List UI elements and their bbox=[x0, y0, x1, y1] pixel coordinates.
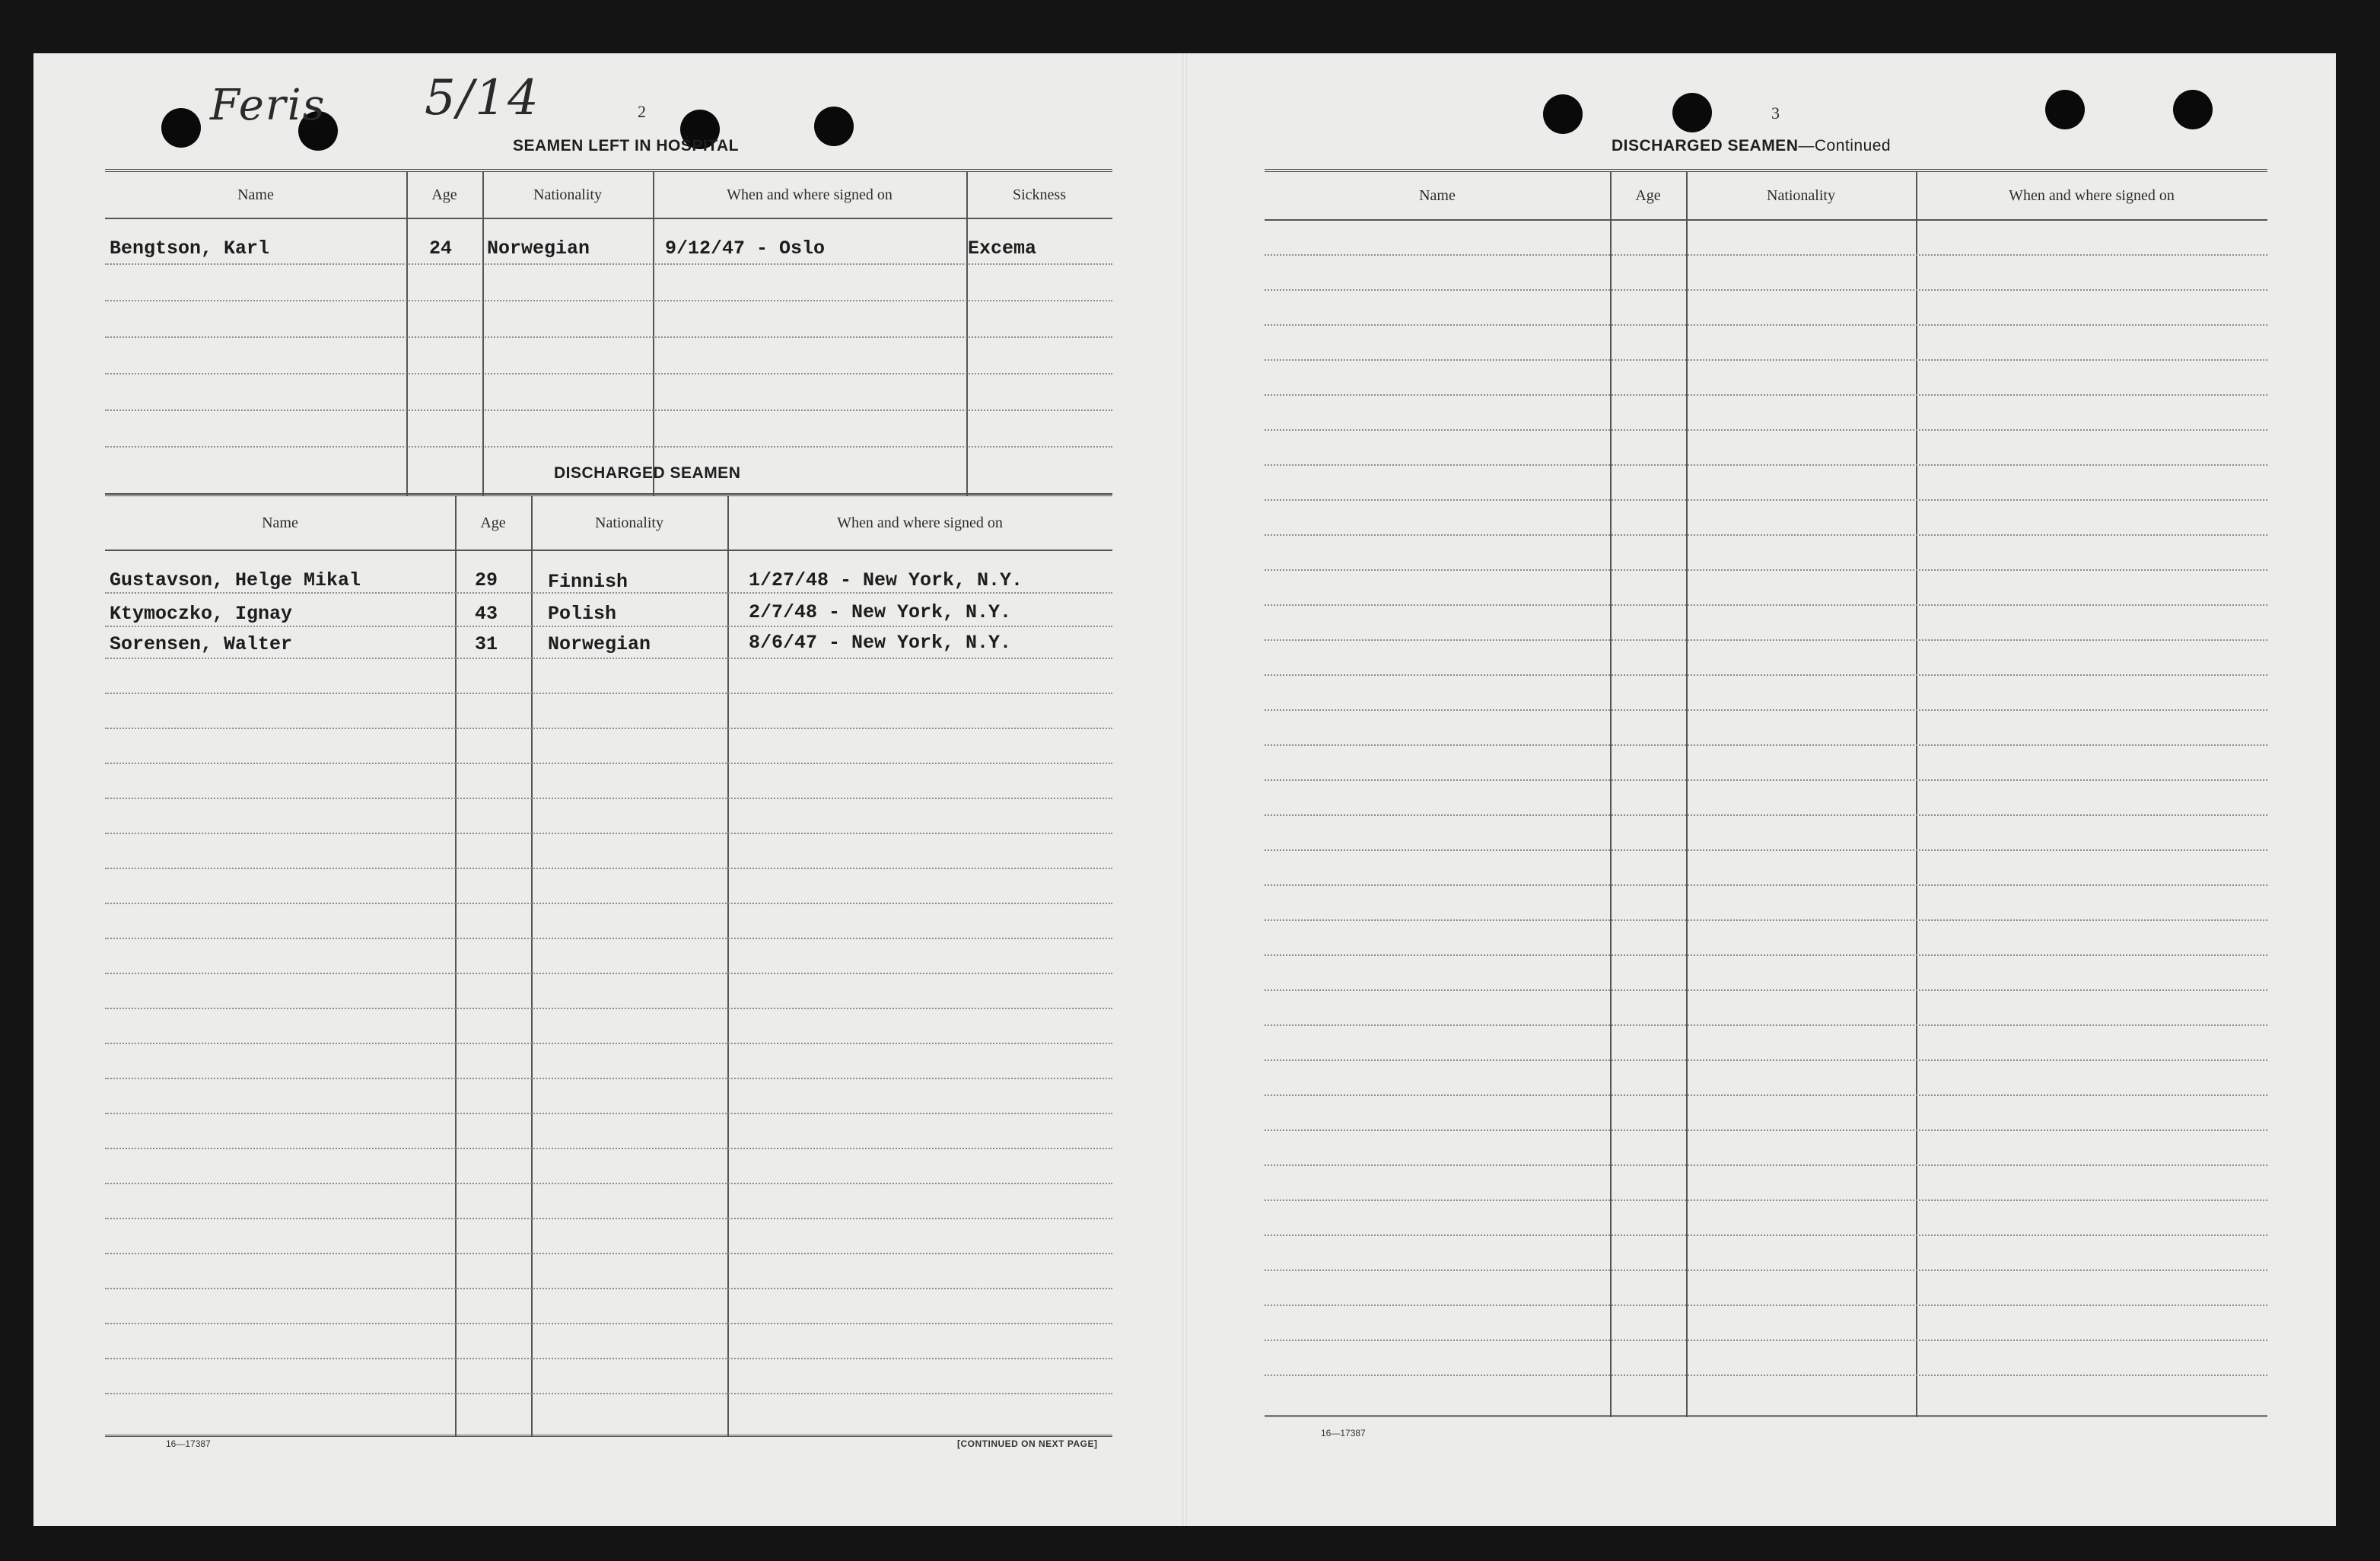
column-divider bbox=[455, 496, 457, 1437]
discharged-signed-on: 2/7/48 - New York, N.Y. bbox=[749, 601, 1012, 623]
title-continued: —Continued bbox=[1798, 137, 1892, 155]
page-number: 2 bbox=[638, 102, 646, 121]
column-header: When and where signed on bbox=[727, 186, 892, 203]
discharged-age: 43 bbox=[475, 603, 498, 625]
handwritten-vessel: Feris bbox=[210, 81, 326, 130]
page-fold bbox=[1182, 53, 1187, 1526]
punch-hole bbox=[814, 107, 854, 146]
hospital-table bbox=[105, 169, 1112, 496]
hospital-sickness: Excema bbox=[968, 237, 1037, 260]
column-divider bbox=[727, 496, 729, 1437]
discharged-nationality: Finnish bbox=[548, 571, 628, 593]
hospital-name: Bengtson, Karl bbox=[110, 237, 270, 260]
discharged-signed-on: 8/6/47 - New York, N.Y. bbox=[749, 632, 1012, 654]
title-main: DISCHARGED SEAMEN bbox=[1612, 137, 1799, 155]
column-header: Age bbox=[480, 514, 506, 531]
punch-hole bbox=[161, 108, 201, 148]
discharged-continued-table bbox=[1265, 169, 2267, 1417]
hospital-age: 24 bbox=[429, 237, 453, 260]
form-number: 16—17387 bbox=[166, 1438, 211, 1449]
discharged-age: 29 bbox=[475, 569, 498, 591]
column-header: Nationality bbox=[1767, 187, 1835, 204]
hospital-section-title: SEAMEN LEFT IN HOSPITAL bbox=[513, 137, 739, 155]
column-header: Nationality bbox=[533, 186, 602, 203]
discharged-name: Sorensen, Walter bbox=[110, 633, 293, 655]
discharged-signed-on: 1/27/48 - New York, N.Y. bbox=[749, 569, 1023, 591]
column-header: When and where signed on bbox=[837, 514, 1003, 531]
discharged-nationality: Norwegian bbox=[548, 633, 651, 655]
discharged-continued-title bbox=[1612, 137, 1891, 155]
discharged-name: Ktymoczko, Ignay bbox=[110, 603, 293, 625]
handwritten-date: 5/14 bbox=[425, 70, 540, 126]
document-sheet bbox=[33, 53, 2336, 1526]
form-number: 16—17387 bbox=[1321, 1428, 1366, 1438]
punch-hole bbox=[2173, 90, 2213, 129]
column-divider bbox=[966, 172, 968, 496]
column-header: Nationality bbox=[595, 514, 663, 531]
column-header: Name bbox=[1419, 187, 1456, 204]
column-header: Name bbox=[262, 514, 298, 531]
column-header: When and where signed on bbox=[2009, 187, 2175, 204]
column-divider bbox=[531, 496, 533, 1437]
column-divider bbox=[406, 172, 408, 496]
column-header: Age bbox=[1635, 187, 1661, 204]
column-header: Sickness bbox=[1013, 186, 1066, 203]
punch-hole bbox=[1543, 94, 1583, 134]
discharged-section-title: DISCHARGED SEAMEN bbox=[554, 464, 741, 482]
discharged-table bbox=[105, 493, 1112, 1437]
hospital-signed-on: 9/12/47 - Oslo bbox=[665, 237, 826, 260]
punch-hole bbox=[2045, 90, 2085, 129]
discharged-nationality: Polish bbox=[548, 603, 617, 625]
punch-hole bbox=[1672, 93, 1712, 132]
discharged-name: Gustavson, Helge Mikal bbox=[110, 569, 361, 591]
column-header: Name bbox=[237, 186, 274, 203]
discharged-age: 31 bbox=[475, 633, 498, 655]
page-number: 3 bbox=[1771, 104, 1780, 123]
hospital-nationality: Norwegian bbox=[487, 237, 590, 260]
column-header: Age bbox=[431, 186, 457, 203]
continued-note: [CONTINUED ON NEXT PAGE] bbox=[957, 1438, 1098, 1449]
column-divider bbox=[482, 172, 484, 496]
column-divider bbox=[653, 172, 654, 496]
